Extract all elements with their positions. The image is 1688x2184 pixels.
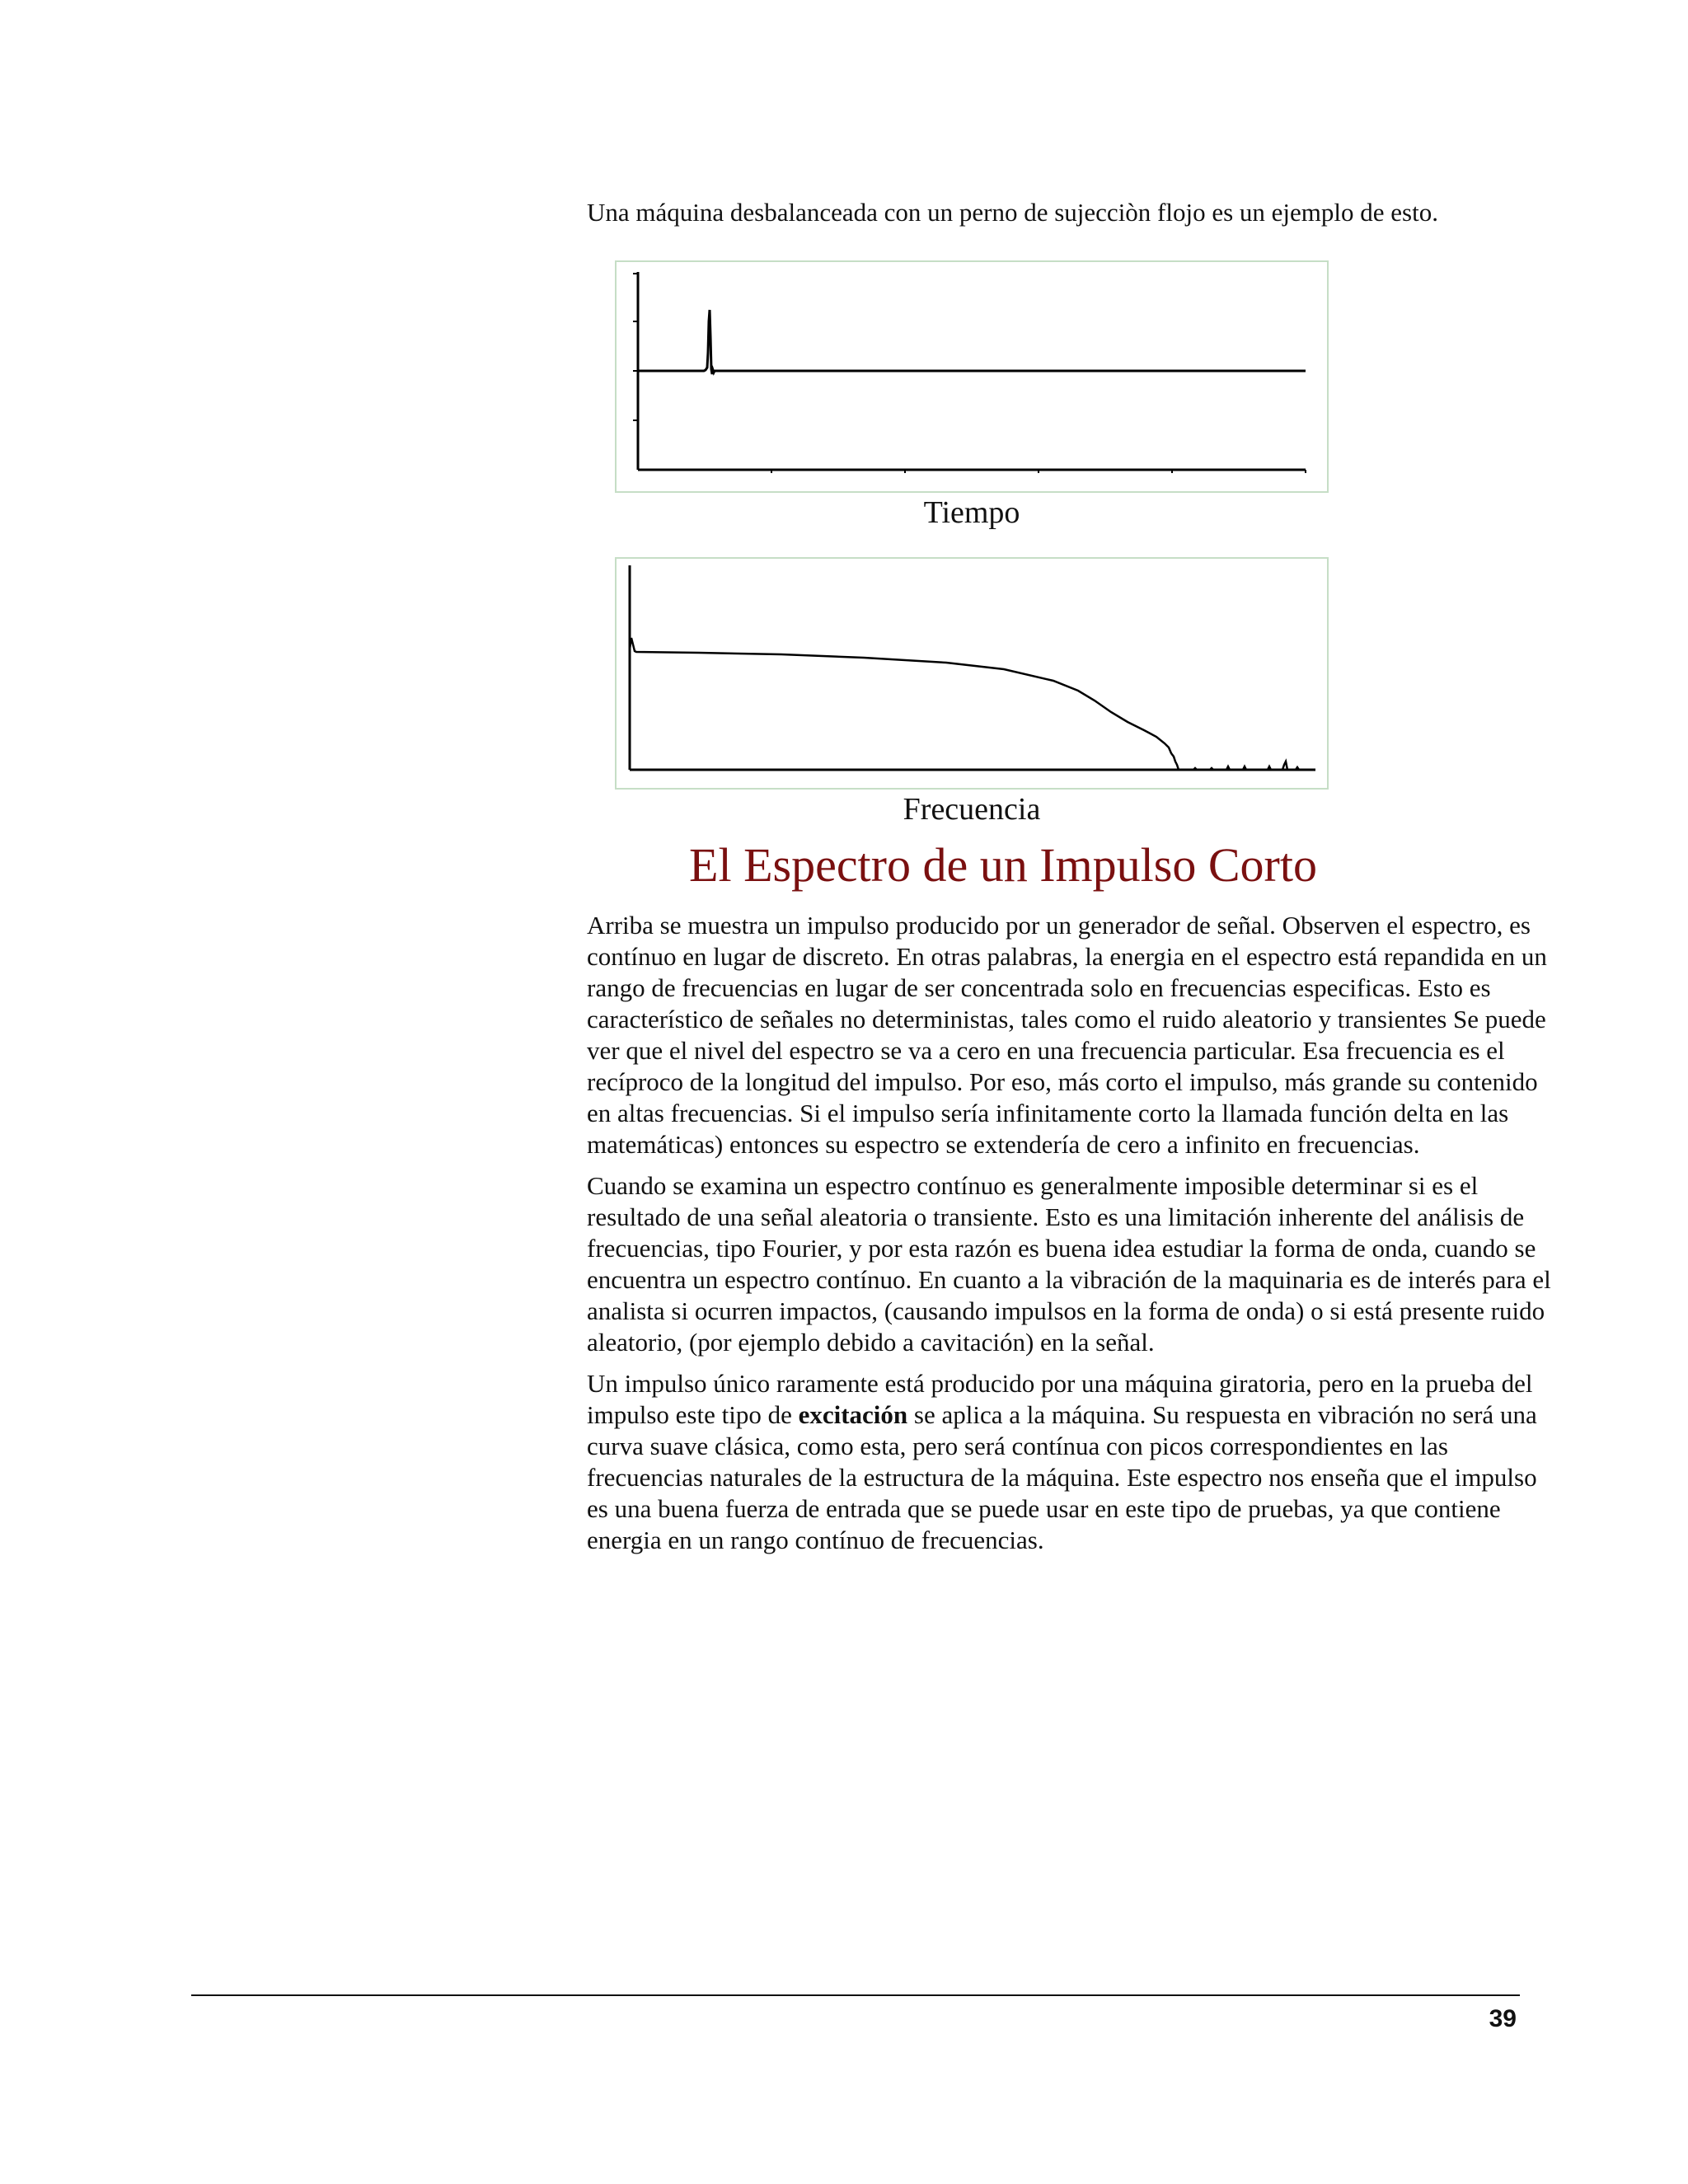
- frequency-spectrum-figure: [615, 557, 1329, 790]
- footer-rule: [191, 1994, 1520, 1996]
- time-waveform-plot: [617, 262, 1327, 491]
- body-text: [587, 910, 1559, 1566]
- section-heading: El Espectro de un Impulso Corto: [689, 838, 1317, 892]
- paragraph-1: Arriba se muestra un impulso producido por un generador de señal. Observen el espectro, es contínuo en lugar de discreto. En otras palabras, la energia en el espectro está repandida en un rango de frecuencias en lugar de ser concentrada solo en frecuencias especificas. Esto es característico de señales no deterministas, tales como el ruido aleatorio y transientes Se puede ver que el nivel del espectro se va a cero en una frecuencia particular. Esa frecuencia es el recíproco de la longitud del impulso. Por eso, más corto el impulso, más grande su contenido en altas frecuencias. Si el impulso sería infinitamente corto la llamada función delta en las matemáticas) entonces su espectro se extendería de cero a infinito en frecuencias.: [587, 911, 1547, 1159]
- time-waveform-figure: [615, 260, 1329, 493]
- paragraph-3-before: Un impulso único raramente está producido por una máquina giratoria, pero en la prueba del impulso este tipo de: [587, 1369, 1533, 1429]
- spectrum-curve-line: [630, 638, 1315, 770]
- frequency-spectrum-plot: [617, 559, 1327, 788]
- page-number: 39: [1489, 2005, 1517, 2032]
- frequency-caption: Frecuencia: [903, 792, 1041, 827]
- paragraph-3-after: se aplica a la máquina. Su respuesta en vibración no será una curva suave clásica, como esta, pero será contínua con picos correspondientes en las frecuencias naturales de la estructura de la máquina. Este espectro nos enseña que el impulso es una buena fuerza de entrada que se puede usar en este tipo de pruebas, ya que contiene energia en un rango contínuo de frecuencias.: [587, 1400, 1537, 1554]
- intro-sentence: Una máquina desbalanceada con un perno de sujecciòn flojo es un ejemplo de esto.: [587, 198, 1438, 227]
- impulse-waveform-line: [638, 310, 1306, 374]
- paragraph-3: [587, 1368, 1559, 1556]
- paragraph-2: Cuando se examina un espectro contínuo es generalmente imposible determinar si es el resultado de una señal aleatoria o transiente. Esto es una limitación inherente del análisis de frecuencias, tipo Fourier, y por esta razón es buena idea estudiar la forma de onda, cuando se encuentra un espectro contínuo. En cuanto a la vibración de la maquinaria es de interés para el analista si ocurren impactos, (causando impulsos en la forma de onda) o si está presente ruido aleatorio, (por ejemplo debido a cavitación) en la señal.: [587, 1171, 1551, 1357]
- paragraph-3-bold-term: excitación: [798, 1400, 908, 1429]
- time-caption: Tiempo: [923, 495, 1020, 530]
